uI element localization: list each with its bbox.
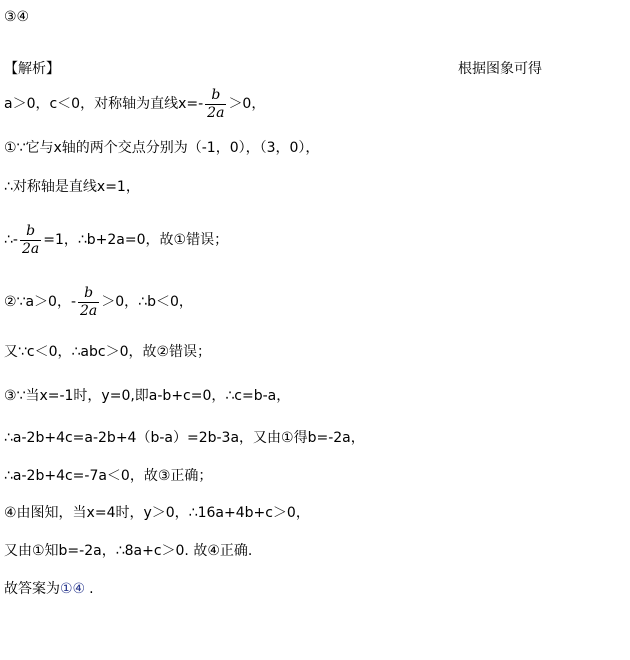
fraction-denominator: 2a [80,302,98,319]
solution-line-6: 又∵c＜0，∴abc＞0，故②错误； [4,344,212,360]
line-5-text-b: ＞0，∴b＜0， [101,294,193,310]
solution-line-11: 又由①知b=-2a，∴8a+c＞0. 故④正确. [4,543,253,559]
answer-header: ③④ [4,9,30,25]
section-right-text: 根据图象可得 [458,61,542,77]
fraction-b-over-2a [205,87,226,122]
solution-line-12 [4,580,94,598]
section-title: 【解析】 [4,61,60,77]
final-answer-label: 故答案为 [4,581,60,597]
solution-line-7: ③∵当x=-1时，y=0,即a-b+c=0，∴c=b-a， [4,388,291,404]
line-4-text-a: ∴- [4,232,18,248]
fraction-denominator: 2a [207,104,225,121]
solution-line-3: ∴对称轴是直线x=1， [4,179,140,195]
solution-line-8: ∴a-2b+4c=a-2b+4（b-a）=2b-3a，又由①得b=-2a， [4,430,365,446]
solution-line-4 [4,220,228,260]
fraction-numerator: b [205,87,226,105]
line-1-text-b: ＞0， [228,96,266,112]
line-1-text-a: a＞0，c＜0，对称轴为直线x=- [4,96,204,112]
fraction-numerator: b [78,285,99,303]
line-5-text-a: ②∵a＞0，- [4,294,76,310]
solution-line-9: ∴a-2b+4c=-7a＜0，故③正确； [4,468,213,484]
fraction-b-over-2a [78,285,99,320]
fraction-b-over-2a [20,223,41,258]
fraction-denominator: 2a [21,240,40,257]
solution-line-1 [4,84,265,124]
line-4-text-b: =1，∴b+2a=0，故①错误； [43,232,229,248]
final-answer-value: ①④ [60,581,86,597]
final-answer-period: . [89,581,94,597]
fraction-numerator: b [20,223,41,241]
solution-line-2: ①∵它与x轴的两个交点分别为（-1，0），（3，0）， [4,140,320,156]
solution-line-10: ④由图知，当x=4时，y＞0，∴16a+4b+c＞0， [4,505,310,521]
solution-line-5 [4,282,193,322]
